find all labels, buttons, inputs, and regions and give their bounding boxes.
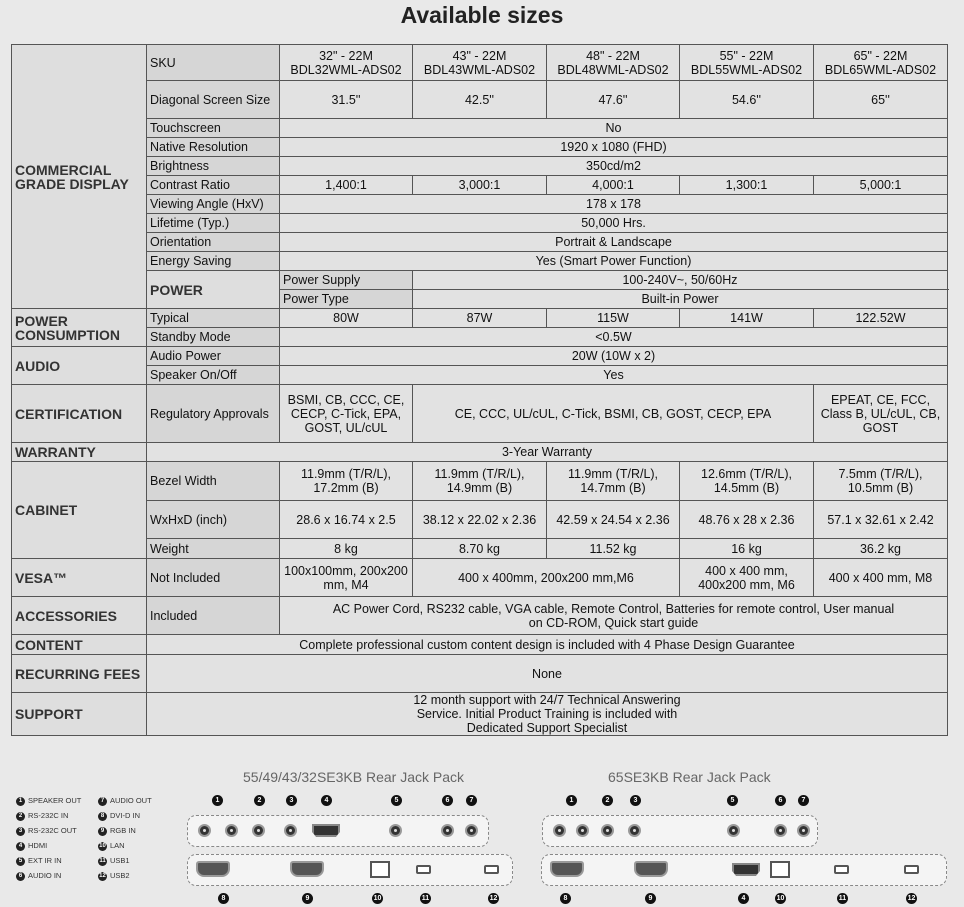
rs232-jack-icon — [284, 824, 297, 837]
callout-marker: 4 — [738, 893, 749, 904]
value-cell: 54.6'' — [680, 81, 814, 119]
callout-marker: 6 — [775, 795, 786, 806]
value-cell: 36.2 kg — [814, 539, 948, 559]
legend-item: 9 RGB IN — [98, 826, 136, 836]
value-cell: 7.5mm (T/R/L), 10.5mm (B) — [814, 462, 948, 501]
table-row — [12, 81, 948, 119]
legend-item: 12 USB2 — [99, 871, 130, 880]
usb-port-icon — [416, 865, 431, 874]
row-label: Power Supply — [280, 271, 413, 290]
rs232-jack-icon — [601, 824, 614, 837]
callout-marker: 8 — [218, 893, 229, 904]
section-support: SUPPORT — [12, 693, 147, 736]
value-cell: 11.9mm (T/R/L), 14.7mm (B) — [547, 462, 680, 501]
rs232-jack-icon — [628, 824, 641, 837]
callout-marker: 11 — [421, 895, 430, 902]
value-cell: 5,000:1 — [814, 176, 948, 195]
section-consumption: POWER CONSUMPTION — [12, 309, 147, 347]
row-label: Power Type — [280, 290, 413, 309]
value-cell: 12.6mm (T/R/L), 14.5mm (B) — [680, 462, 814, 501]
value-cell: 115W — [547, 309, 680, 328]
callout-marker: 4 — [321, 795, 332, 806]
legend-item: 4 HDMI — [16, 841, 47, 851]
callout-marker: 5 — [727, 795, 738, 806]
rs232-jack-icon — [252, 824, 265, 837]
value-cell: 12 month support with 24/7 Technical Answering Service. Initial Product Training is included with Dedicated Support Specialist — [147, 693, 948, 736]
table-row — [12, 157, 948, 176]
spec-table — [11, 44, 948, 736]
legend-item: 3 RS-232C OUT — [16, 826, 77, 836]
row-label: Regulatory Approvals — [147, 385, 280, 443]
value-cell: 400 x 400mm, 200x200 mm,M6 — [413, 559, 680, 597]
lan-port-icon — [770, 861, 790, 878]
dvi-port-icon — [196, 861, 230, 877]
jackpack-title-right: 65SE3KB Rear Jack Pack — [608, 769, 771, 785]
jack-panel-right-bottom — [541, 854, 947, 886]
value-cell: 400 x 400 mm, M8 — [814, 559, 948, 597]
value-cell: 38.12 x 22.02 x 2.36 — [413, 501, 547, 539]
row-label: Typical — [147, 309, 280, 328]
page-title: Available sizes — [400, 2, 564, 28]
value-cell: 4,000:1 — [547, 176, 680, 195]
value-cell: 11.52 kg — [547, 539, 680, 559]
table-row — [12, 385, 948, 443]
audio-jack-icon — [576, 824, 589, 837]
audio-jack-icon — [441, 824, 454, 837]
row-label: Touchscreen — [147, 119, 280, 138]
value-cell: 65'' — [814, 81, 948, 119]
usb-port-icon — [834, 865, 849, 874]
value-cell: Portrait & Landscape — [280, 233, 948, 252]
row-label: Brightness — [147, 157, 280, 176]
section-fees: RECURRING FEES — [12, 655, 147, 693]
usb-port-icon — [484, 865, 499, 874]
value-cell: 1,400:1 — [280, 176, 413, 195]
value-cell: AC Power Cord, RS232 cable, VGA cable, Remote Control, Batteries for remote control, User manual on CD-ROM, Quick start guide — [280, 597, 948, 635]
value-cell: 400 x 400 mm, 400x200 mm, M6 — [680, 559, 814, 597]
value-cell: 100-240V~, 50/60Hz — [413, 271, 948, 290]
value-cell: EPEAT, CE, FCC, Class B, UL/cUL, CB, GOST — [814, 385, 948, 443]
table-row — [12, 597, 948, 635]
callout-marker: 1 — [212, 795, 223, 806]
value-cell: 28.6 x 16.74 x 2.5 — [280, 501, 413, 539]
value-cell: 47.6'' — [547, 81, 680, 119]
model-cell: 55" - 22M BDL55WML-ADS02 — [680, 45, 814, 81]
table-row — [12, 347, 948, 366]
dvi-port-icon — [550, 861, 584, 877]
table-row — [12, 195, 948, 214]
value-cell: 48.76 x 28 x 2.36 — [680, 501, 814, 539]
value-cell: 1920 x 1080 (FHD) — [280, 138, 948, 157]
section-certification: CERTIFICATION — [12, 385, 147, 443]
value-cell: Yes (Smart Power Function) — [280, 252, 948, 271]
row-label: Audio Power — [147, 347, 280, 366]
value-cell: CE, CCC, UL/cUL, C-Tick, BSMI, CB, GOST, CECP, EPA — [413, 385, 814, 443]
audio-jack-icon — [797, 824, 810, 837]
value-cell: Complete professional custom content design is included with 4 Phase Design Guarantee — [147, 635, 948, 655]
row-label: Bezel Width — [147, 462, 280, 501]
row-label: Native Resolution — [147, 138, 280, 157]
table-row — [12, 655, 948, 693]
value-cell: 3-Year Warranty — [147, 443, 948, 462]
value-cell: None — [147, 655, 948, 693]
value-cell: 1,300:1 — [680, 176, 814, 195]
value-cell: 3,000:1 — [413, 176, 547, 195]
value-cell: 42.59 x 24.54 x 2.36 — [547, 501, 680, 539]
callout-marker: 9 — [645, 893, 656, 904]
callout-marker: 6 — [442, 795, 453, 806]
value-cell: 20W (10W x 2) — [280, 347, 948, 366]
row-label: Energy Saving — [147, 252, 280, 271]
legend-item: 10 LAN — [99, 841, 125, 850]
section-power: POWER — [147, 271, 280, 309]
section-commercial: COMMERCIAL GRADE DISPLAY — [12, 45, 147, 309]
legend-item: 2 RS-232C IN — [16, 811, 68, 821]
table-row — [12, 214, 948, 233]
row-label: Weight — [147, 539, 280, 559]
callout-marker: 7 — [798, 795, 809, 806]
table-row — [12, 271, 948, 290]
table-row — [12, 635, 948, 655]
model-cell: 48" - 22M BDL48WML-ADS02 — [547, 45, 680, 81]
value-cell: 122.52W — [814, 309, 948, 328]
value-cell: BSMI, CB, CCC, CE, CECP, C-Tick, EPA, GOST, UL/cUL — [280, 385, 413, 443]
model-cell: 32" - 22M BDL32WML-ADS02 — [280, 45, 413, 81]
ir-jack-icon — [389, 824, 402, 837]
legend-item: 5 EXT IR IN — [16, 856, 62, 866]
callout-marker: 1 — [566, 795, 577, 806]
ir-jack-icon — [727, 824, 740, 837]
table-row — [12, 138, 948, 157]
table-row — [12, 45, 948, 81]
vga-port-icon — [634, 861, 668, 877]
value-cell: 178 x 178 — [280, 195, 948, 214]
value-cell: 8.70 kg — [413, 539, 547, 559]
section-audio: AUDIO — [12, 347, 147, 385]
table-row — [12, 693, 948, 736]
table-row — [12, 539, 948, 559]
audio-jack-icon — [198, 824, 211, 837]
section-vesa: VESA™ — [12, 559, 147, 597]
callout-marker: 2 — [602, 795, 613, 806]
table-row — [12, 443, 948, 462]
table-row — [12, 559, 948, 597]
row-label: WxHxD (inch) — [147, 501, 280, 539]
value-cell: 42.5'' — [413, 81, 547, 119]
value-cell: 8 kg — [280, 539, 413, 559]
callout-marker: 10 — [373, 895, 382, 902]
audio-jack-icon — [465, 824, 478, 837]
legend-item: 1 SPEAKER OUT — [16, 796, 81, 806]
table-row — [12, 366, 948, 385]
section-cabinet: CABINET — [12, 462, 147, 559]
value-cell: 31.5'' — [280, 81, 413, 119]
callout-marker: 7 — [466, 795, 477, 806]
callout-marker: 10 — [776, 895, 785, 902]
value-cell: 11.9mm (T/R/L), 14.9mm (B) — [413, 462, 547, 501]
model-cell: 43" - 22M BDL43WML-ADS02 — [413, 45, 547, 81]
table-row — [12, 328, 948, 347]
row-label: Contrast Ratio — [147, 176, 280, 195]
callout-marker: 12 — [907, 895, 916, 902]
table-row — [12, 462, 948, 501]
row-label: Not Included — [147, 559, 280, 597]
callout-marker: 3 — [286, 795, 297, 806]
row-label: Lifetime (Typ.) — [147, 214, 280, 233]
hdmi-port-icon — [732, 863, 760, 876]
callout-marker: 11 — [838, 895, 847, 902]
value-cell: 11.9mm (T/R/L), 17.2mm (B) — [280, 462, 413, 501]
section-content: CONTENT — [12, 635, 147, 655]
row-label: Speaker On/Off — [147, 366, 280, 385]
value-cell: 80W — [280, 309, 413, 328]
callout-marker: 2 — [254, 795, 265, 806]
hdmi-port-icon — [312, 824, 340, 837]
callout-marker: 3 — [630, 795, 641, 806]
value-cell: 100x100mm, 200x200 mm, M4 — [280, 559, 413, 597]
table-row — [12, 119, 948, 138]
section-accessories: ACCESSORIES — [12, 597, 147, 635]
legend-item: 6 AUDIO IN — [16, 871, 61, 881]
value-cell: <0.5W — [280, 328, 948, 347]
audio-jack-icon — [225, 824, 238, 837]
jack-panel-right-top — [542, 815, 818, 847]
value-cell: 50,000 Hrs. — [280, 214, 948, 233]
callout-marker: 9 — [302, 893, 313, 904]
jack-panel-left-top — [187, 815, 489, 847]
value-cell: 57.1 x 32.61 x 2.42 — [814, 501, 948, 539]
row-label: SKU — [147, 45, 280, 81]
callout-marker: 8 — [560, 893, 571, 904]
table-row — [12, 309, 948, 328]
usb-port-icon — [904, 865, 919, 874]
callout-marker: 5 — [391, 795, 402, 806]
value-cell: 350cd/m2 — [280, 157, 948, 176]
legend-item: 8 DVI-D IN — [98, 811, 140, 821]
audio-jack-icon — [774, 824, 787, 837]
section-warranty: WARRANTY — [12, 443, 147, 462]
value-cell: Yes — [280, 366, 948, 385]
row-label: Orientation — [147, 233, 280, 252]
value-cell: No — [280, 119, 948, 138]
row-label: Included — [147, 597, 280, 635]
value-cell: 87W — [413, 309, 547, 328]
row-label: Diagonal Screen Size — [147, 81, 280, 119]
table-row — [12, 233, 948, 252]
lan-port-icon — [370, 861, 390, 878]
callout-marker: 12 — [489, 895, 498, 902]
audio-jack-icon — [553, 824, 566, 837]
value-cell: 141W — [680, 309, 814, 328]
model-cell: 65" - 22M BDL65WML-ADS02 — [814, 45, 948, 81]
row-label: Standby Mode — [147, 328, 280, 347]
table-row — [12, 252, 948, 271]
legend-item: 11 USB1 — [99, 856, 130, 865]
value-cell: 16 kg — [680, 539, 814, 559]
value-cell: Built-in Power — [413, 290, 948, 309]
vga-port-icon — [290, 861, 324, 877]
jack-panel-left-bottom — [187, 854, 513, 886]
row-label: Viewing Angle (HxV) — [147, 195, 280, 214]
table-row — [12, 501, 948, 539]
legend-item: 7 AUDIO OUT — [98, 796, 152, 806]
jackpack-title-left: 55/49/43/32SE3KB Rear Jack Pack — [243, 769, 465, 785]
table-row — [12, 176, 948, 195]
